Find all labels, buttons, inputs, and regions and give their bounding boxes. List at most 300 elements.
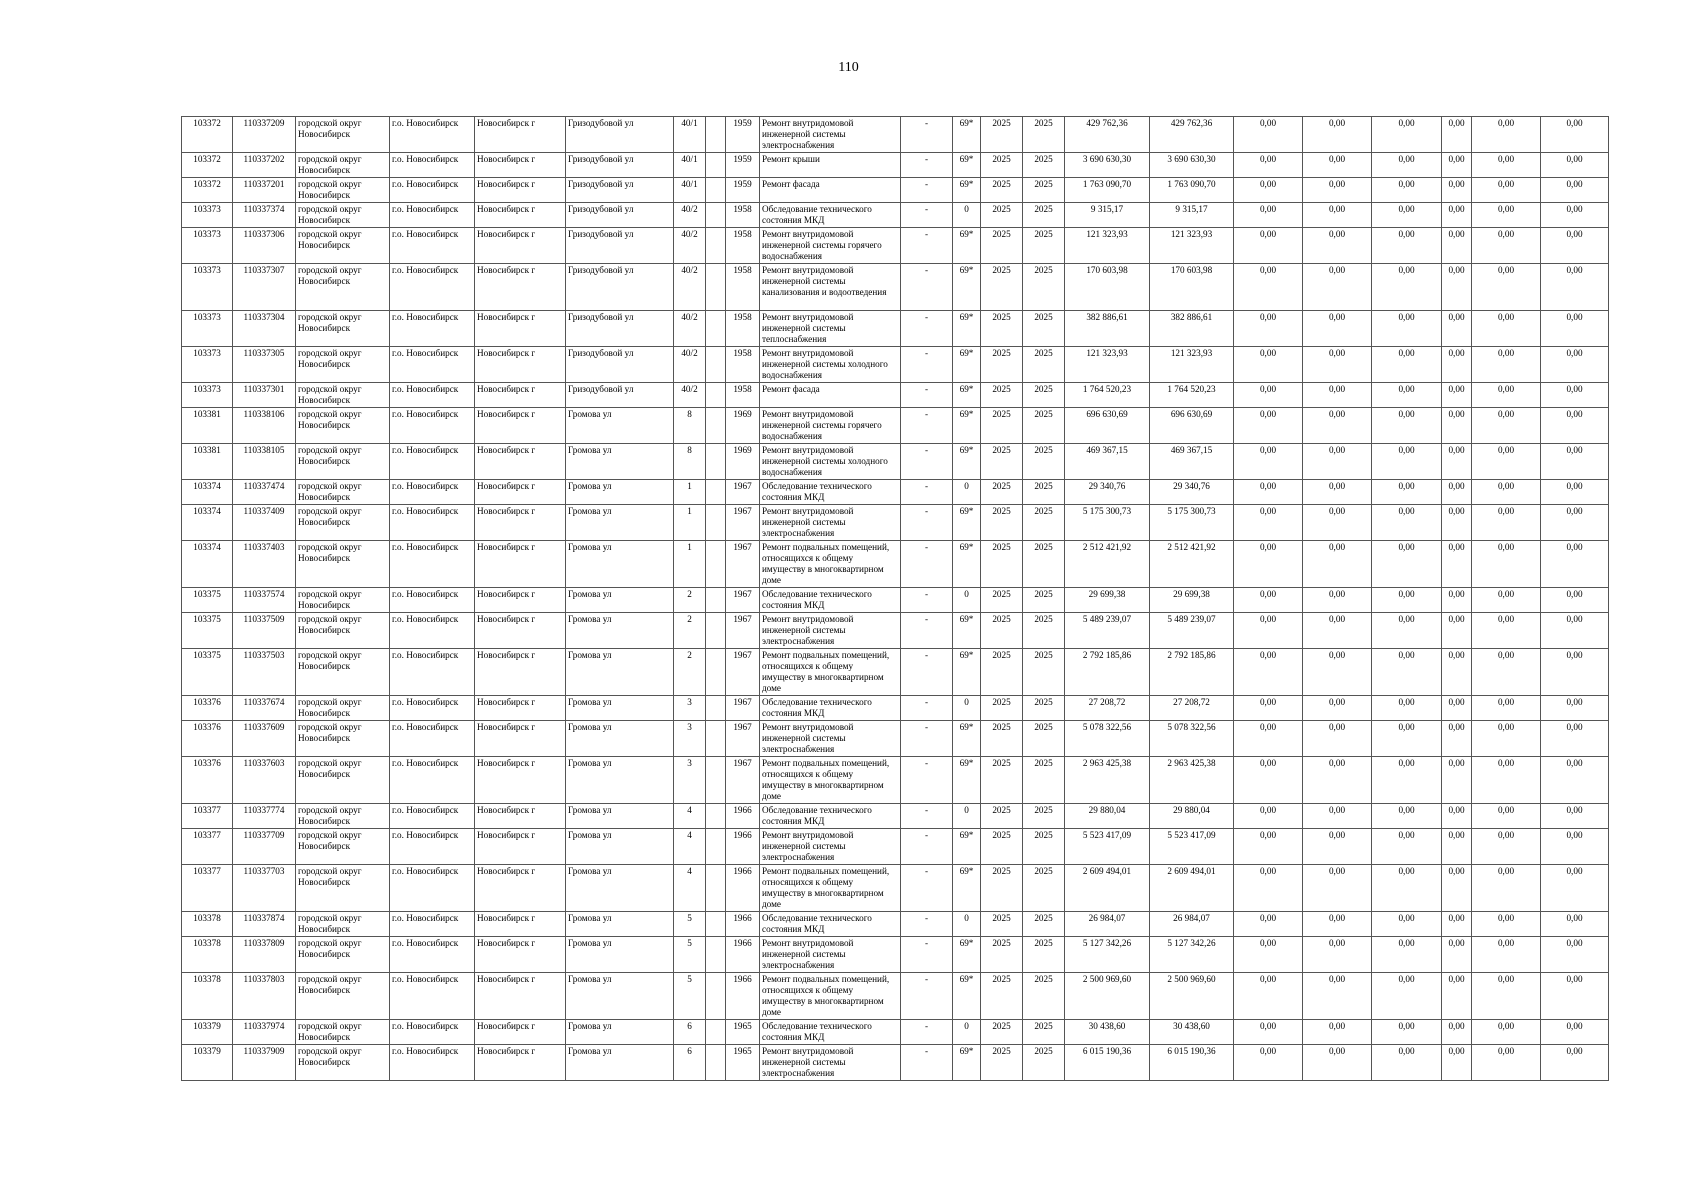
cell-house-number: 40/2 (674, 264, 706, 311)
table-row (182, 480, 1609, 505)
cell-work-code: 110337409 (233, 505, 296, 541)
cell-mark: - (901, 178, 953, 203)
cell-end-year: 2025 (1023, 649, 1065, 696)
cell-start-year: 2025 (981, 1020, 1023, 1045)
cell-work-code: 110337403 (233, 541, 296, 588)
cell-value-2: 0,00 (1303, 383, 1372, 408)
cell-value-3: 0,00 (1372, 973, 1442, 1020)
cell-house-id: 103372 (182, 178, 233, 203)
cell-cost: 5 127 342,26 (1150, 937, 1234, 973)
cell-street: Гризодубовой ул (566, 117, 674, 153)
cell-street: Громова ул (566, 444, 674, 480)
cell-empty (706, 696, 726, 721)
cell-city: Новосибирск г (475, 408, 566, 444)
cell-value-4: 0,00 (1442, 264, 1472, 311)
cell-value-6: 0,00 (1541, 588, 1609, 613)
cell-end-year: 2025 (1023, 347, 1065, 383)
cell-municipality: г.о. Новосибирск (390, 1045, 475, 1081)
cell-value-4: 0,00 (1442, 865, 1472, 912)
cell-value-1: 0,00 (1234, 383, 1303, 408)
table-row (182, 613, 1609, 649)
cell-mark: - (901, 829, 953, 865)
cell-mark: - (901, 804, 953, 829)
cell-district: городской округ Новосибирск (296, 937, 390, 973)
cell-work-code: 110337674 (233, 696, 296, 721)
cell-city: Новосибирск г (475, 444, 566, 480)
cell-end-year: 2025 (1023, 613, 1065, 649)
cell-value-4: 0,00 (1442, 649, 1472, 696)
cell-build-year: 1966 (726, 973, 760, 1020)
cell-municipality: г.о. Новосибирск (390, 480, 475, 505)
cell-street: Гризодубовой ул (566, 153, 674, 178)
cell-city: Новосибирск г (475, 1045, 566, 1081)
cell-start-year: 2025 (981, 1045, 1023, 1081)
cell-work-type: Ремонт подвальных помещений, относящихся к общему имуществу в многоквартирном доме (760, 541, 901, 588)
cell-city: Новосибирск г (475, 696, 566, 721)
cell-limit: 69* (953, 153, 981, 178)
cell-empty (706, 721, 726, 757)
table-row (182, 228, 1609, 264)
cell-mark: - (901, 613, 953, 649)
cell-total-cost: 30 438,60 (1065, 1020, 1150, 1045)
cell-house-number: 40/1 (674, 153, 706, 178)
cell-start-year: 2025 (981, 973, 1023, 1020)
cell-value-5: 0,00 (1472, 383, 1541, 408)
cell-house-id: 103373 (182, 228, 233, 264)
cell-city: Новосибирск г (475, 649, 566, 696)
cell-work-code: 110337307 (233, 264, 296, 311)
cell-value-1: 0,00 (1234, 178, 1303, 203)
cell-street: Громова ул (566, 541, 674, 588)
cell-value-5: 0,00 (1472, 264, 1541, 311)
cell-value-3: 0,00 (1372, 117, 1442, 153)
cell-value-5: 0,00 (1472, 1020, 1541, 1045)
cell-end-year: 2025 (1023, 480, 1065, 505)
cell-work-code: 110337803 (233, 973, 296, 1020)
cell-work-type: Ремонт внутридомовой инженерной системы канализования и водоотведения (760, 264, 901, 311)
cell-city: Новосибирск г (475, 480, 566, 505)
cell-district: городской округ Новосибирск (296, 613, 390, 649)
cell-work-type: Ремонт внутридомовой инженерной системы холодного водоснабжения (760, 444, 901, 480)
cell-limit: 69* (953, 829, 981, 865)
cell-city: Новосибирск г (475, 757, 566, 804)
cell-empty (706, 444, 726, 480)
cell-district: городской округ Новосибирск (296, 696, 390, 721)
cell-value-3: 0,00 (1372, 541, 1442, 588)
cell-value-5: 0,00 (1472, 480, 1541, 505)
cell-empty (706, 588, 726, 613)
cell-house-id: 103375 (182, 588, 233, 613)
cell-limit: 69* (953, 649, 981, 696)
cell-work-type: Ремонт внутридомовой инженерной системы электроснабжения (760, 1045, 901, 1081)
cell-house-id: 103377 (182, 865, 233, 912)
cell-city: Новосибирск г (475, 721, 566, 757)
cell-municipality: г.о. Новосибирск (390, 588, 475, 613)
cell-value-6: 0,00 (1541, 505, 1609, 541)
cell-empty (706, 347, 726, 383)
cell-total-cost: 121 323,93 (1065, 228, 1150, 264)
cell-cost: 170 603,98 (1150, 264, 1234, 311)
cell-start-year: 2025 (981, 178, 1023, 203)
cell-value-3: 0,00 (1372, 178, 1442, 203)
cell-work-type: Ремонт крыши (760, 153, 901, 178)
cell-district: городской округ Новосибирск (296, 865, 390, 912)
cell-district: городской округ Новосибирск (296, 1045, 390, 1081)
cell-district: городской округ Новосибирск (296, 117, 390, 153)
cell-cost: 121 323,93 (1150, 228, 1234, 264)
cell-value-1: 0,00 (1234, 649, 1303, 696)
cell-value-2: 0,00 (1303, 865, 1372, 912)
cell-city: Новосибирск г (475, 829, 566, 865)
cell-end-year: 2025 (1023, 757, 1065, 804)
cell-work-code: 110337202 (233, 153, 296, 178)
cell-value-5: 0,00 (1472, 505, 1541, 541)
cell-value-1: 0,00 (1234, 203, 1303, 228)
cell-mark: - (901, 588, 953, 613)
cell-value-3: 0,00 (1372, 588, 1442, 613)
cell-cost: 2 609 494,01 (1150, 865, 1234, 912)
cell-cost: 27 208,72 (1150, 696, 1234, 721)
cell-value-2: 0,00 (1303, 480, 1372, 505)
cell-build-year: 1965 (726, 1020, 760, 1045)
cell-work-code: 110337201 (233, 178, 296, 203)
cell-value-4: 0,00 (1442, 1045, 1472, 1081)
cell-mark: - (901, 541, 953, 588)
cell-empty (706, 383, 726, 408)
cell-mark: - (901, 383, 953, 408)
cell-end-year: 2025 (1023, 117, 1065, 153)
cell-limit: 69* (953, 757, 981, 804)
cell-mark: - (901, 117, 953, 153)
cell-value-1: 0,00 (1234, 347, 1303, 383)
cell-start-year: 2025 (981, 829, 1023, 865)
cell-value-3: 0,00 (1372, 696, 1442, 721)
cell-district: городской округ Новосибирск (296, 588, 390, 613)
cell-empty (706, 973, 726, 1020)
cell-municipality: г.о. Новосибирск (390, 505, 475, 541)
cell-total-cost: 429 762,36 (1065, 117, 1150, 153)
cell-municipality: г.о. Новосибирск (390, 153, 475, 178)
cell-value-1: 0,00 (1234, 153, 1303, 178)
cell-value-6: 0,00 (1541, 228, 1609, 264)
cell-house-number: 3 (674, 721, 706, 757)
cell-municipality: г.о. Новосибирск (390, 937, 475, 973)
cell-cost: 469 367,15 (1150, 444, 1234, 480)
cell-house-number: 5 (674, 973, 706, 1020)
cell-start-year: 2025 (981, 505, 1023, 541)
cell-build-year: 1959 (726, 117, 760, 153)
cell-municipality: г.о. Новосибирск (390, 649, 475, 696)
cell-mark: - (901, 264, 953, 311)
cell-house-number: 2 (674, 649, 706, 696)
cell-value-5: 0,00 (1472, 203, 1541, 228)
cell-total-cost: 2 792 185,86 (1065, 649, 1150, 696)
cell-value-2: 0,00 (1303, 1020, 1372, 1045)
cell-house-number: 4 (674, 865, 706, 912)
table-row (182, 588, 1609, 613)
cell-value-1: 0,00 (1234, 1045, 1303, 1081)
cell-cost: 6 015 190,36 (1150, 1045, 1234, 1081)
cell-value-3: 0,00 (1372, 480, 1442, 505)
cell-value-1: 0,00 (1234, 264, 1303, 311)
cell-value-2: 0,00 (1303, 347, 1372, 383)
cell-build-year: 1966 (726, 804, 760, 829)
cell-value-6: 0,00 (1541, 937, 1609, 973)
cell-house-number: 1 (674, 505, 706, 541)
cell-house-id: 103374 (182, 480, 233, 505)
cell-municipality: г.о. Новосибирск (390, 541, 475, 588)
cell-end-year: 2025 (1023, 696, 1065, 721)
cell-limit: 69* (953, 973, 981, 1020)
cell-district: городской округ Новосибирск (296, 973, 390, 1020)
cell-value-2: 0,00 (1303, 311, 1372, 347)
cell-start-year: 2025 (981, 613, 1023, 649)
cell-empty (706, 757, 726, 804)
cell-house-number: 5 (674, 912, 706, 937)
cell-end-year: 2025 (1023, 153, 1065, 178)
cell-district: городской округ Новосибирск (296, 153, 390, 178)
cell-build-year: 1966 (726, 829, 760, 865)
cell-limit: 0 (953, 1020, 981, 1045)
cell-house-id: 103378 (182, 912, 233, 937)
cell-start-year: 2025 (981, 444, 1023, 480)
cell-value-2: 0,00 (1303, 117, 1372, 153)
cell-municipality: г.о. Новосибирск (390, 696, 475, 721)
cell-work-type: Ремонт подвальных помещений, относящихся к общему имуществу в многоквартирном доме (760, 757, 901, 804)
cell-mark: - (901, 865, 953, 912)
cell-value-5: 0,00 (1472, 829, 1541, 865)
cell-value-3: 0,00 (1372, 408, 1442, 444)
cell-build-year: 1958 (726, 228, 760, 264)
cell-street: Громова ул (566, 408, 674, 444)
cell-value-5: 0,00 (1472, 721, 1541, 757)
cell-end-year: 2025 (1023, 804, 1065, 829)
cell-work-type: Ремонт фасада (760, 178, 901, 203)
cell-mark: - (901, 937, 953, 973)
cell-house-id: 103372 (182, 117, 233, 153)
cell-end-year: 2025 (1023, 1045, 1065, 1081)
cell-district: городской округ Новосибирск (296, 228, 390, 264)
cell-value-3: 0,00 (1372, 937, 1442, 973)
cell-value-4: 0,00 (1442, 829, 1472, 865)
cell-cost: 26 984,07 (1150, 912, 1234, 937)
cell-cost: 5 078 322,56 (1150, 721, 1234, 757)
cell-value-6: 0,00 (1541, 178, 1609, 203)
cell-cost: 30 438,60 (1150, 1020, 1234, 1045)
cell-value-4: 0,00 (1442, 588, 1472, 613)
cell-value-5: 0,00 (1472, 228, 1541, 264)
cell-empty (706, 804, 726, 829)
table-row (182, 1020, 1609, 1045)
cell-work-type: Ремонт подвальных помещений, относящихся к общему имуществу в многоквартирном доме (760, 649, 901, 696)
cell-municipality: г.о. Новосибирск (390, 117, 475, 153)
cell-value-2: 0,00 (1303, 178, 1372, 203)
cell-municipality: г.о. Новосибирск (390, 383, 475, 408)
cell-limit: 69* (953, 117, 981, 153)
cell-value-5: 0,00 (1472, 408, 1541, 444)
cell-value-1: 0,00 (1234, 505, 1303, 541)
cell-limit: 69* (953, 721, 981, 757)
cell-value-2: 0,00 (1303, 757, 1372, 804)
cell-limit: 69* (953, 1045, 981, 1081)
cell-municipality: г.о. Новосибирск (390, 311, 475, 347)
cell-value-1: 0,00 (1234, 117, 1303, 153)
cell-municipality: г.о. Новосибирск (390, 973, 475, 1020)
cell-district: городской округ Новосибирск (296, 649, 390, 696)
cell-value-1: 0,00 (1234, 444, 1303, 480)
cell-work-code: 110337974 (233, 1020, 296, 1045)
cell-work-code: 110337304 (233, 311, 296, 347)
cell-value-6: 0,00 (1541, 347, 1609, 383)
cell-empty (706, 1045, 726, 1081)
cell-build-year: 1967 (726, 696, 760, 721)
cell-work-code: 110337301 (233, 383, 296, 408)
cell-total-cost: 696 630,69 (1065, 408, 1150, 444)
cell-build-year: 1967 (726, 480, 760, 505)
cell-house-number: 40/2 (674, 228, 706, 264)
table-row (182, 153, 1609, 178)
cell-value-2: 0,00 (1303, 613, 1372, 649)
cell-total-cost: 5 175 300,73 (1065, 505, 1150, 541)
cell-house-id: 103375 (182, 649, 233, 696)
cell-build-year: 1969 (726, 408, 760, 444)
cell-house-id: 103373 (182, 347, 233, 383)
cell-build-year: 1967 (726, 588, 760, 613)
cell-value-4: 0,00 (1442, 347, 1472, 383)
cell-house-id: 103378 (182, 937, 233, 973)
cell-value-4: 0,00 (1442, 937, 1472, 973)
cell-cost: 382 886,61 (1150, 311, 1234, 347)
cell-street: Громова ул (566, 912, 674, 937)
cell-value-3: 0,00 (1372, 757, 1442, 804)
cell-house-number: 2 (674, 613, 706, 649)
cell-house-id: 103379 (182, 1020, 233, 1045)
cell-value-4: 0,00 (1442, 696, 1472, 721)
cell-house-id: 103378 (182, 973, 233, 1020)
cell-district: городской округ Новосибирск (296, 829, 390, 865)
cell-value-2: 0,00 (1303, 228, 1372, 264)
cell-start-year: 2025 (981, 153, 1023, 178)
cell-value-1: 0,00 (1234, 408, 1303, 444)
cell-value-2: 0,00 (1303, 444, 1372, 480)
cell-value-1: 0,00 (1234, 937, 1303, 973)
cell-build-year: 1958 (726, 383, 760, 408)
cell-value-5: 0,00 (1472, 1045, 1541, 1081)
cell-house-number: 40/1 (674, 117, 706, 153)
cell-work-code: 110338105 (233, 444, 296, 480)
cell-municipality: г.о. Новосибирск (390, 804, 475, 829)
cell-street: Гризодубовой ул (566, 311, 674, 347)
cell-district: городской округ Новосибирск (296, 912, 390, 937)
cell-value-2: 0,00 (1303, 1045, 1372, 1081)
cell-value-1: 0,00 (1234, 1020, 1303, 1045)
cell-value-1: 0,00 (1234, 757, 1303, 804)
cell-house-id: 103373 (182, 311, 233, 347)
cell-cost: 3 690 630,30 (1150, 153, 1234, 178)
cell-district: городской округ Новосибирск (296, 264, 390, 311)
cell-value-6: 0,00 (1541, 444, 1609, 480)
table-row (182, 912, 1609, 937)
cell-end-year: 2025 (1023, 264, 1065, 311)
cell-work-code: 110337874 (233, 912, 296, 937)
cell-mark: - (901, 649, 953, 696)
table-row (182, 973, 1609, 1020)
cell-value-6: 0,00 (1541, 757, 1609, 804)
cell-value-5: 0,00 (1472, 178, 1541, 203)
cell-value-1: 0,00 (1234, 865, 1303, 912)
table-row (182, 649, 1609, 696)
cell-start-year: 2025 (981, 937, 1023, 973)
cell-cost: 121 323,93 (1150, 347, 1234, 383)
cell-value-6: 0,00 (1541, 1020, 1609, 1045)
cell-street: Громова ул (566, 588, 674, 613)
cell-value-3: 0,00 (1372, 383, 1442, 408)
cell-value-6: 0,00 (1541, 264, 1609, 311)
cell-work-type: Ремонт подвальных помещений, относящихся к общему имуществу в многоквартирном доме (760, 973, 901, 1020)
cell-municipality: г.о. Новосибирск (390, 178, 475, 203)
cell-end-year: 2025 (1023, 505, 1065, 541)
cell-house-id: 103381 (182, 444, 233, 480)
table-row (182, 444, 1609, 480)
cell-cost: 2 963 425,38 (1150, 757, 1234, 804)
cell-house-id: 103381 (182, 408, 233, 444)
cell-work-type: Обследование технического состояния МКД (760, 1020, 901, 1045)
cell-build-year: 1969 (726, 444, 760, 480)
cell-work-type: Ремонт внутридомовой инженерной системы электроснабжения (760, 829, 901, 865)
cell-work-code: 110337909 (233, 1045, 296, 1081)
cell-value-1: 0,00 (1234, 804, 1303, 829)
cell-empty (706, 311, 726, 347)
cell-build-year: 1958 (726, 264, 760, 311)
cell-limit: 0 (953, 588, 981, 613)
cell-empty (706, 613, 726, 649)
cell-value-2: 0,00 (1303, 804, 1372, 829)
cell-house-number: 8 (674, 408, 706, 444)
cell-value-4: 0,00 (1442, 721, 1472, 757)
cell-total-cost: 5 489 239,07 (1065, 613, 1150, 649)
cell-start-year: 2025 (981, 347, 1023, 383)
cell-city: Новосибирск г (475, 937, 566, 973)
cell-street: Громова ул (566, 1045, 674, 1081)
cell-work-code: 110337574 (233, 588, 296, 613)
cell-value-2: 0,00 (1303, 721, 1372, 757)
cell-value-4: 0,00 (1442, 804, 1472, 829)
cell-build-year: 1967 (726, 541, 760, 588)
cell-value-3: 0,00 (1372, 1020, 1442, 1045)
cell-value-3: 0,00 (1372, 505, 1442, 541)
cell-start-year: 2025 (981, 649, 1023, 696)
cell-start-year: 2025 (981, 721, 1023, 757)
cell-start-year: 2025 (981, 480, 1023, 505)
cell-mark: - (901, 721, 953, 757)
cell-value-5: 0,00 (1472, 696, 1541, 721)
cell-value-5: 0,00 (1472, 541, 1541, 588)
cell-total-cost: 2 512 421,92 (1065, 541, 1150, 588)
cell-work-type: Обследование технического состояния МКД (760, 203, 901, 228)
cell-empty (706, 117, 726, 153)
cell-value-5: 0,00 (1472, 153, 1541, 178)
cell-house-id: 103372 (182, 153, 233, 178)
cell-empty (706, 264, 726, 311)
cell-district: городской округ Новосибирск (296, 383, 390, 408)
cell-mark: - (901, 203, 953, 228)
cell-city: Новосибирск г (475, 153, 566, 178)
cell-end-year: 2025 (1023, 721, 1065, 757)
cell-district: городской округ Новосибирск (296, 347, 390, 383)
table-row (182, 408, 1609, 444)
cell-work-code: 110337374 (233, 203, 296, 228)
cell-value-6: 0,00 (1541, 203, 1609, 228)
